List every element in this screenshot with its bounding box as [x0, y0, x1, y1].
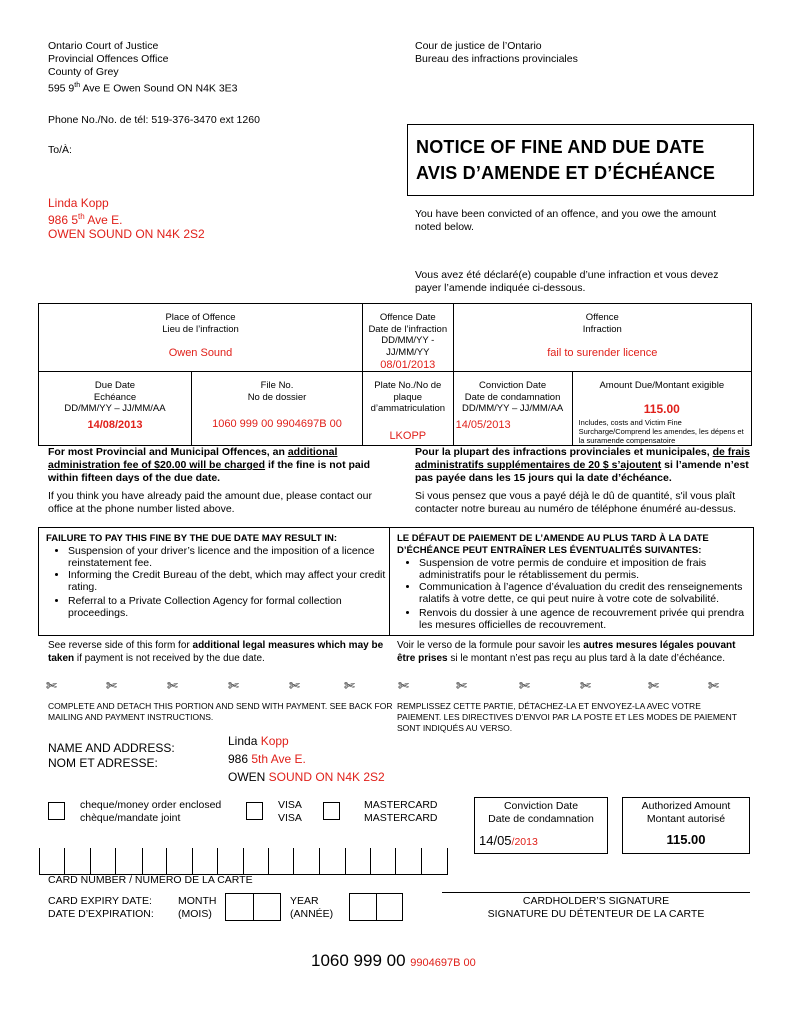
scissors-icon: ✄ [519, 678, 530, 693]
mastercard-label-fr: MASTERCARD [364, 812, 438, 824]
stub-file-number-b: 9904697B 00 [410, 957, 476, 969]
stub-file-number [311, 951, 476, 971]
authorized-amount-box [622, 797, 750, 854]
scissors-icon: ✄ [167, 678, 178, 693]
scissors-icon: ✄ [289, 678, 300, 693]
failure-fr [397, 533, 747, 631]
signature-line[interactable] [442, 892, 750, 893]
stub-conviction-label [475, 800, 607, 826]
expiry-label-fr: DATE D’EXPIRATION: [48, 908, 154, 920]
visa-checkbox[interactable] [246, 802, 263, 820]
scissors-icon: ✄ [456, 678, 467, 693]
conviction-label-en: Conviction Date [479, 380, 547, 391]
sender-street-suffix: th [74, 82, 81, 89]
stub-address [228, 732, 385, 786]
card-number-field[interactable] [39, 848, 448, 875]
reverse-fr-a: Voir le verso de la formule pour savoir les [397, 640, 584, 651]
recipient-city: OWEN SOUND ON N4K 2S2 [48, 227, 205, 241]
offence-cell [453, 304, 751, 372]
stub-name-first: Linda [228, 734, 261, 748]
failure-item-fr: • Suspension de votre permis de conduire et imposition de frais administratifs pour le rétablissement du permis. [419, 557, 747, 581]
failure-item-en: • Informing the Credit Bureau of the debt, which may affect your credit rating. [68, 569, 386, 593]
scissors-icon: ✄ [106, 678, 117, 693]
recipient-street-rest: Ave E. [84, 213, 123, 227]
scissors-icon: ✄ [46, 678, 57, 693]
place-label-fr: Lieu de l’infraction [162, 323, 239, 335]
scissors-icon: ✄ [648, 678, 659, 693]
stub-street-name: 5th Ave E. [251, 752, 306, 766]
sender-address-en [48, 40, 238, 96]
recipient-name: Linda Kopp [48, 196, 109, 210]
admin-fee-en-c: if the fine is not paid within fifteen days of the due date. [48, 459, 371, 484]
reverse-en [48, 639, 388, 665]
failure-list-en [46, 545, 386, 619]
sender-line-fr: Cour de justice de l’Ontario [415, 40, 542, 52]
sender-address-fr [415, 40, 578, 66]
amount-label: Amount Due/Montant exigible [599, 380, 725, 391]
convicted-text-en: You have been convicted of an offence, and you owe the amount noted below. [415, 208, 717, 233]
place-value: Owen Sound [168, 347, 233, 359]
due-date-format: DD/MM/YY – JJ/MM/AA [64, 403, 166, 414]
offence-date-cell [363, 304, 454, 372]
offence-date-value: 08/01/2013 [380, 359, 436, 371]
year-label-fr: (ANNÉE) [290, 908, 334, 920]
due-date-label-en: Due Date [94, 380, 136, 391]
notice-title-box [407, 124, 754, 196]
scissors-icon: ✄ [344, 678, 355, 693]
file-number-value: 1060 999 00 9904697B 00 [212, 418, 342, 430]
due-date-value: 14/08/2013 [87, 418, 143, 431]
year-label [290, 895, 333, 921]
stub-name-last: Kopp [260, 734, 289, 748]
failure-box [38, 527, 754, 636]
authorized-amount-label [623, 800, 749, 826]
amount-note: Includes, costs and Victim Fine Surcharge/Comprend les amendes, les dépens et la suramende compensatoire [578, 417, 744, 445]
admin-fee-en-b: additional administration fee of $20.00 will be charged [48, 446, 338, 471]
amount-due-cell [572, 372, 751, 446]
failure-item-fr: • Communication à l’agence d’évaluation du credit des renseignements ralatifs à votre dette, ce qui peut nuire à votre cote de solvabilité. [419, 581, 747, 605]
stub-name-label [48, 741, 175, 771]
cheque-label [80, 799, 221, 825]
admin-fee-fr-a: Pour la plupart des infractions provinciales et municipales, [415, 446, 713, 458]
stub-conviction-value-a: 14/05 [479, 833, 512, 848]
visa-label-fr: VISA [278, 812, 302, 824]
stub-conviction-value [479, 833, 607, 848]
reverse-fr-c: si le montant n’est pas reçu au plus tard à la date d’échéance. [447, 653, 725, 664]
notice-title-fr: AVIS D’AMENDE ET D’ÉCHÉANCE [416, 163, 716, 183]
failure-heading-en: FAILURE TO PAY THIS FINE BY THE DUE DATE MAY RESULT IN: [46, 533, 338, 544]
admin-fee-en [48, 446, 398, 485]
failure-box-divider [389, 528, 390, 635]
admin-fee-fr [415, 446, 750, 485]
phone-number: Phone No./No. de tél: 519-376-3470 ext 1260 [48, 114, 260, 126]
sender-line-fr: Bureau des infractions provinciales [415, 53, 578, 65]
admin-fee-fr-b: de frais administratifs supplémentaires de 20 $ s’ajoutent [415, 446, 750, 471]
mastercard-checkbox[interactable] [323, 802, 340, 820]
visa-label [278, 799, 302, 825]
stub-city-a: OWEN [228, 770, 269, 784]
reverse-en-a: See reverse side of this form for [48, 640, 193, 651]
reverse-fr [397, 639, 742, 665]
visa-label-en: VISA [278, 799, 302, 811]
stub-street-number: 986 [228, 752, 252, 766]
sender-street-number: 595 9 [48, 82, 75, 95]
month-label-fr: (MOIS) [178, 908, 212, 920]
stub-conviction-label-en: Conviction Date [503, 800, 579, 812]
plate-number-value: LKOPP [389, 429, 427, 442]
mastercard-label [364, 799, 438, 825]
conviction-date-value: 14/05/2013 [455, 418, 511, 431]
scissors-icon: ✄ [228, 678, 239, 693]
month-label-en: MONTH [178, 895, 217, 907]
conviction-date-cell [453, 372, 572, 446]
conviction-label-fr: Date de condamnation [464, 391, 561, 403]
sender-line: Ontario Court of Justice [48, 40, 159, 52]
amount-value: 115.00 [643, 401, 680, 416]
card-number-label: CARD NUMBER / NUMÉRO DE LA CARTE [48, 874, 253, 886]
offence-table [38, 303, 752, 446]
authorized-amount-label-fr: Montant autorisé [646, 813, 726, 825]
sender-line: County of Grey [48, 66, 119, 78]
plate-label-en: Plate No./No de plaque [374, 380, 442, 403]
cheque-label-fr: chèque/mandate joint [80, 812, 181, 824]
signature-label-en: CARDHOLDER’S SIGNATURE [522, 895, 670, 907]
recipient-street-number: 986 5 [48, 213, 79, 227]
stub-street [228, 750, 385, 768]
failure-en [46, 533, 386, 619]
stub-name-label-fr: NOM ET ADRESSE: [48, 756, 158, 770]
plate-number-cell [363, 372, 454, 446]
already-paid-fr: Si vous pensez que vous a payé déjà le dû de quantité, s'il vous plaît contacter notre bureau au numéro de téléphone énuméré au-dessus. [415, 490, 737, 515]
offence-label-fr: Infraction [582, 323, 622, 335]
recipient-address [48, 196, 205, 241]
failure-item-en: • Referral to a Private Collection Agency for formal collection proceedings. [68, 595, 386, 619]
offence-date-label-fr: Date de l’infraction [368, 323, 448, 335]
expiry-month-field[interactable] [225, 893, 281, 921]
reverse-en-c: if payment is not received by the due date. [74, 653, 265, 664]
sender-street-rest: Ave E Owen Sound ON N4K 3E3 [80, 82, 238, 95]
notice-title-en: NOTICE OF FINE AND DUE DATE [416, 137, 705, 157]
stub-conviction-value-b: /2013 [511, 836, 538, 848]
offence-label-en: Offence [585, 312, 619, 323]
cheque-checkbox[interactable] [48, 802, 65, 820]
recipient-street [48, 210, 205, 227]
stub-file-number-a: 1060 999 00 [311, 951, 411, 970]
offence-value: fail to surender licence [547, 347, 658, 359]
detach-en: COMPLETE AND DETACH THIS PORTION AND SEND WITH PAYMENT. SEE BACK FOR MAILING AND PAYMENT INSTRUCTIONS. [48, 701, 393, 722]
reverse-en-b: additional legal measures which may be taken [48, 640, 384, 664]
stub-conviction-box [474, 797, 608, 854]
to-label: To/À: [48, 144, 72, 156]
expiry-year-field[interactable] [349, 893, 403, 921]
already-paid-en: If you think you have already paid the amount due, please contact our office at the phone number listed above. [48, 490, 372, 515]
signature-label-fr: SIGNATURE DU DÉTENTEUR DE LA CARTE [487, 908, 705, 920]
place-label-en: Place of Offence [165, 312, 236, 323]
stub-name [228, 732, 385, 750]
scissors-icon: ✄ [398, 678, 409, 693]
conviction-date-format: DD/MM/YY – JJ/MM/AA [461, 403, 564, 414]
file-label-fr: No de dossier [247, 391, 307, 403]
sender-street [48, 79, 238, 96]
authorized-amount-label-en: Authorized Amount [641, 800, 731, 812]
plate-label-fr: d’ammatriculation [370, 403, 446, 414]
offence-date-label-en: Offence Date [379, 312, 436, 323]
place-of-offence-cell [39, 304, 363, 372]
stub-name-label-en: NAME AND ADDRESS: [48, 741, 175, 755]
expiry-label [48, 895, 154, 921]
month-label [178, 895, 217, 921]
failure-heading-fr: LE DÉFAUT DE PAIEMENT DE L’AMENDE AU PLUS TARD À LA DATE D’ÉCHÉANCE PEUT ENTRAÎNER LES ÉVENTUALITÉS SUIVANTES: [397, 533, 709, 556]
stub-city-b: SOUND ON N4K 2S2 [268, 770, 385, 784]
reverse-fr-b: autres mesures légales pouvant être prises [397, 640, 736, 664]
failure-item-en: • Suspension of your driver’s licence and the imposition of a licence reinstatement fee. [68, 545, 386, 569]
stub-conviction-label-fr: Date de condamnation [488, 813, 594, 825]
due-date-label-fr: Echéance [93, 391, 137, 403]
due-date-cell [39, 372, 192, 446]
recipient-street-suffix: th [78, 212, 85, 221]
expiry-label-en: CARD EXPIRY DATE: [48, 895, 152, 907]
failure-list-fr [397, 557, 747, 631]
cheque-label-en: cheque/money order enclosed [80, 799, 222, 811]
year-label-en: YEAR [290, 895, 319, 907]
admin-fee-fr-c: si l’amende n’est pas payée dans les 15 jours qui la date d’échéance. [415, 459, 749, 484]
detach-fr: REMPLISSEZ CETTE PARTIE, DÉTACHEZ-LA ET ENVOYEZ-LA AVEC VOTRE PAIEMENT. LES DIRECTIVES D’ENVOI PAR LA POSTE ET LES MODES DE PAIEMENT SONT INDIQUÉS AU VERSO. [397, 701, 737, 733]
mastercard-label-en: MASTERCARD [364, 799, 438, 811]
file-label-en: File No. [260, 380, 294, 391]
failure-item-fr: • Renvois du dossier à une agence de recouvrement privée qui prendra les mesures officielles de recouvrement. [419, 607, 747, 631]
stub-city [228, 768, 385, 786]
sender-line: Provincial Offences Office [48, 53, 169, 65]
scissors-icon: ✄ [708, 678, 719, 693]
signature-label [442, 895, 750, 921]
offence-date-format: DD/MM/YY - JJ/MM/YY [381, 335, 435, 358]
file-number-cell [192, 372, 363, 446]
convicted-text-fr: Vous avez été déclaré(e) coupable d’une infraction et vous devez payer l’amende indiquée ci-dessous. [415, 269, 719, 294]
authorized-amount-value: 115.00 [666, 832, 706, 847]
admin-fee-en-a: For most Provincial and Municipal Offences, an [48, 446, 288, 458]
scissors-icon: ✄ [580, 678, 591, 693]
